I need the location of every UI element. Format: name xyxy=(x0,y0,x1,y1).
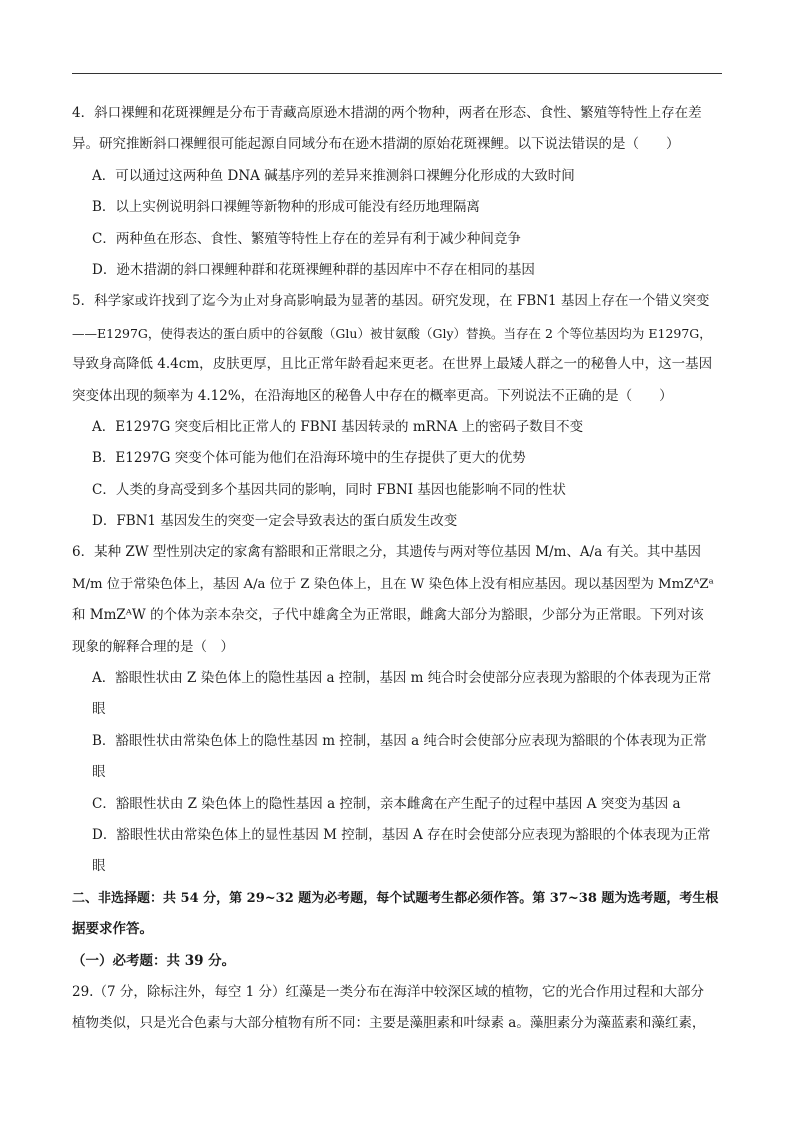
question-5 xyxy=(72,286,724,537)
question-6-option-b: B．豁眼性状由常染色体上的隐性基因 m 控制，基因 a 纯合时会使部分应表现为豁眼的个体表现为正常 xyxy=(92,732,707,749)
question-29-stem-line-2: 植物类似，只是光合色素与大部分植物有所不同：主要是藻胆素和叶绿素 a。藻胆素分为藻蓝素和藻红素， xyxy=(72,1015,706,1032)
question-6-option-c: C．豁眼性状由 Z 染色体上的隐性基因 a 控制，亲本雌禽在产生配子的过程中基因 A 突变为基因 a xyxy=(92,795,681,812)
question-29 xyxy=(72,977,724,1040)
question-6-stem-line-4: 现象的解释合理的是（ ） xyxy=(72,638,234,655)
question-4-option-c: C．两种鱼在形态、食性、繁殖等特性上存在的差异有利于减少种间竞争 xyxy=(92,230,521,247)
question-4-option-a: A．可以通过这两种鱼 DNA 碱基序列的差异来推测斜口裸鲤分化形成的大致时间 xyxy=(92,167,575,184)
section-2-heading-line-1: 二、非选择题：共 54 分，第 29~32 题为必考题，每个试题考生都必须作答。第 37~38 题为选考题，考生根 xyxy=(72,890,719,906)
question-5-stem-line-3: 导致身高降低 4.4cm，皮肤更厚，且比正常年龄看起来更老。在世界上最矮人群之一的秘鲁人中，这一基因 xyxy=(72,356,713,373)
question-6-stem-line-2: M/m 位于常染色体上，基因 A/a 位于 Z 染色体上，且在 W 染色体上没有相应基因。现以基因型为 MmZᴬZᵃ xyxy=(72,576,714,592)
section-2-subheading: （一）必考题：共 39 分。 xyxy=(72,952,236,969)
section-2 xyxy=(72,883,724,977)
question-4-option-b: B．以上实例说明斜口裸鲤等新物种的形成可能没有经历地理隔离 xyxy=(92,199,480,216)
question-29-stem-line-1: 29.（7 分，除标注外，每空 1 分）红藻是一类分布在海洋中较深区域的植物，它的光合作用过程和大部分 xyxy=(72,983,705,1000)
question-6 xyxy=(72,537,724,882)
question-4-stem-line-2: 异。研究推断斜口裸鲤很可能起源自同域分布在逊木措湖的原始花斑裸鲤。以下说法错误的是（ ） xyxy=(72,136,680,153)
question-4-option-d: D．逊木措湖的斜口裸鲤种群和花斑裸鲤种群的基因库中不存在相同的基因 xyxy=(92,261,535,278)
header-rule xyxy=(72,73,722,74)
question-6-option-d-cont: 眼 xyxy=(92,858,106,875)
question-4-stem-line-1: 4．斜口裸鲤和花斑裸鲤是分布于青藏高原逊木措湖的两个物种，两者在形态、食性、繁殖等特性上存在差 xyxy=(72,105,702,121)
question-4 xyxy=(72,98,724,286)
question-6-stem-line-3: 和 MmZᴬW 的个体为亲本杂交，子代中雄禽全为正常眼，雌禽大部分为豁眼，少部分为正常眼。下列对该 xyxy=(72,607,704,624)
question-5-stem-line-2: ——E1297G，使得表达的蛋白质中的谷氨酸（Glu）被甘氨酸（Gly）替换。当存在 2 个等位基因均为 E1297G， xyxy=(72,325,712,341)
exam-page xyxy=(72,98,724,1040)
question-6-stem-line-1: 6．某种 ZW 型性别决定的家禽有豁眼和正常眼之分，其遗传与两对等位基因 M/m、A/a 有关。其中基因 xyxy=(72,544,702,561)
question-6-option-d: D．豁眼性状由常染色体上的显性基因 M 控制，基因 A 存在时会使部分应表现为豁眼的个体表现为正常 xyxy=(92,826,711,843)
question-5-stem-line-4: 突变体出现的频率为 4.12%，在沿海地区的秘鲁人中存在的概率更高。下列说法不正确的是（ ） xyxy=(72,387,673,404)
section-2-heading-line-2: 据要求作答。 xyxy=(72,921,153,938)
question-5-option-d: D．FBN1 基因发生的突变一定会导致表达的蛋白质发生改变 xyxy=(92,513,458,530)
question-5-option-a: A．E1297G 突变后相比正常人的 FBNI 基因转录的 mRNA 上的密码子数目不变 xyxy=(92,418,584,435)
question-6-option-a-cont: 眼 xyxy=(92,701,106,718)
question-6-option-b-cont: 眼 xyxy=(92,764,106,781)
question-5-stem-line-1: 5．科学家或许找到了迄今为止对身高影响最为显著的基因。研究发现，在 FBN1 基因上存在一个错义突变 xyxy=(72,293,710,310)
question-6-option-a: A．豁眼性状由 Z 染色体上的隐性基因 a 控制，基因 m 纯合时会使部分应表现为豁眼的个体表现为正常 xyxy=(92,670,712,687)
question-5-option-c: C．人类的身高受到多个基因共同的影响，同时 FBNI 基因也能影响不同的性状 xyxy=(92,481,566,498)
question-5-option-b: B．E1297G 突变个体可能为他们在沿海环境中的生存提供了更大的优势 xyxy=(92,450,526,467)
